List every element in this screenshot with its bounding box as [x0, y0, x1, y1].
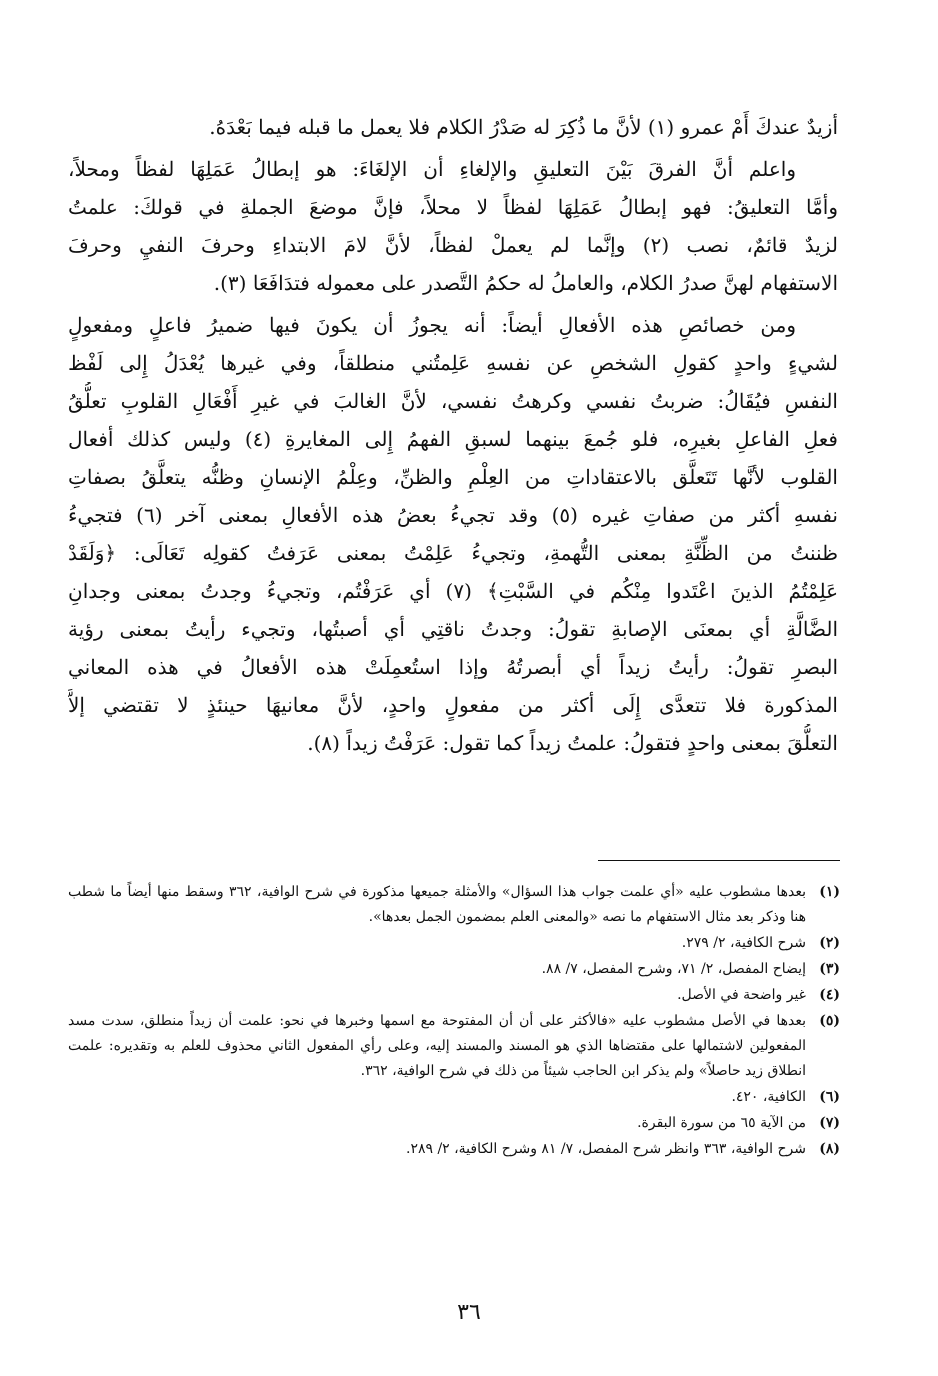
footnote-number: (٥) — [819, 1013, 840, 1029]
footnote — [68, 880, 840, 930]
footnote — [68, 957, 840, 982]
main-text — [68, 108, 838, 762]
text-line: وأمَّا التعليقُ: فهو إبطالُ عَمَلِهَا لفظاً لا محلاً، فإنَّ موضعَ الجملةِ في قولكَ: علمتُ — [68, 195, 838, 219]
text-line: التعلُّقَ بمعنى واحدٍ فتقولُ: علمتُ زيداً كما تقول: عَرَفْتُ زيداً (٨). — [307, 731, 838, 755]
footnote-number: (٣) — [819, 961, 840, 977]
footnote-number: (٢) — [819, 935, 840, 951]
text-line: المذكورة فلا تتعدَّى إِلَى أكثر من مفعولٍ واحدٍ، لأنَّ معانيهَا حينئذٍ لا تقتضي إلاَّ — [68, 693, 838, 717]
text-line: ظننتُ من الظِّنَّةِ بمعنى التُّهمةِ، وتجيءُ عَلِمْتُ بمعنى عَرَفتُ كقولِه تَعَالَى: ﴿وَلَقَدْ — [68, 541, 838, 565]
footnote-number: (٤) — [819, 987, 840, 1003]
footnote — [68, 983, 840, 1008]
footnote-text: شرح الوافية، ٣٦٣ وانظر شرح المفصل، ٧/ ٨١ وشرح الكافية، ٢/ ٢٨٩. — [405, 1141, 806, 1157]
footnotes — [68, 880, 840, 1163]
footnote — [68, 931, 840, 956]
footnote-text: من الآية ٦٥ من سورة البقرة. — [637, 1115, 806, 1131]
text-line: لشيءٍ واحدٍ كقولِ الشخصِ عن نفسهِ عَلِمتُني منطلقاً، وفي غيرها يُعْدَلُ إِلى لَفْظ — [68, 351, 838, 375]
footnote-number: (٧) — [819, 1115, 840, 1131]
text-line: الضَّالَّةِ أي بمعنَى الإصابةِ تقولُ: وجدتُ ناقتِي أي أصبتُها، وتجيء رأيتُ بمعنى رؤية — [68, 617, 838, 641]
footnote-number: (٨) — [819, 1141, 840, 1157]
page-number: ٣٦ — [457, 1300, 481, 1325]
footnote-number: (١) — [819, 884, 840, 900]
footnote-text: بعدها في الأصل مشطوب عليه «فالأكثر على أن أن المفتوحة مع اسمها وخبرها في نحو: علمت أن زيداً منطلق، سدت مسد المفعولين لاشتمالها على مقتضاها الذي هو المسند والمسند إليه، وعلى رأي المفعول الثاني محذوف للعلم به وتقديره: علمت انطلاق زيد حاصلاً» ولم يذكر ابن الحاجب شيئاً من ذلك في شرح الوافية، ٣٦٢. — [68, 1013, 806, 1079]
footnote-text: غير واضحة في الأصل. — [677, 987, 806, 1003]
text-line: لزيدٌ قائمٌ، نصب (٢) وإنَّما لم يعملْ لفظاً، لأنَّ لامَ الابتداءِ وحرفَ النفيِ وحرفَ — [68, 233, 838, 257]
footnote-text: شرح الكافية، ٢/ ٢٧٩. — [681, 935, 806, 951]
footnote-text: إيضاح المفصل، ٢/ ٧١، وشرح المفصل، ٧/ ٨٨. — [541, 961, 806, 977]
footnote-divider — [598, 860, 840, 861]
text-line: عَلِمْتُمُ الذينَ اعْتَدوا مِنْكُم في السَّبْتِ﴾ (٧) أي عَرَفْتُم، وتجيءُ وجدتُ بمعنى وجدانِ — [68, 579, 838, 603]
text-line: البصرِ تقولُ: رأيتُ زيداً أي أبصرتُهُ وإذا استُعمِلَتْ هذه الأفعالُ في هذه المعاني — [68, 655, 838, 679]
footnote-number: (٦) — [819, 1089, 840, 1105]
text-line: الاستفهام لهنَّ صدرُ الكلام، والعاملُ له حكمُ التَّصدر على معموله فتدَافَعَا (٣). — [213, 271, 838, 295]
footnote — [68, 1009, 840, 1084]
text-line: ومن خصائصِ هذه الأفعالِ أيضاً: أنه يجوزُ أن يكونَ فيها ضميرُ فاعلٍ ومفعولٍ — [68, 313, 796, 337]
text-line: القلوب لأنَّها تَتَعلَّق بالاعتقاداتِ من العِلْمِ والظنِّ، وعِلْمُ الإنسانِ وظنُّه يتعلَّقُ بصفاتِ — [68, 465, 838, 489]
text-line: النفسِ فيُقَالُ: ضربتُ نفسي وكرهتُ نفسي، لأنَّ الغالبَ في غيرِ أَفْعَالِ القلوبِ تعلُّقُ — [68, 389, 838, 413]
footnote — [68, 1137, 840, 1162]
footnote-text: بعدها مشطوب عليه «أي علمت جواب هذا السؤال» والأمثلة جميعها مذكورة في شرح الوافية، ٣٦٢ وسقط منها أيضاً ما شطب هنا وذكر بعد مثال الاستفهام ما نصه «والمعنى العلم بمضمون الجمل بعدها». — [68, 884, 806, 925]
footnote — [68, 1085, 840, 1110]
footnote-text: الكافية، ٤٢٠. — [731, 1089, 806, 1105]
text-line: فعلِ الفاعلِ بغيرِه، فلو جُمعَ بينهما لسبقِ الفهمُ إِلى المغايرةِ (٤) وليس كذلك أفعال — [68, 427, 838, 451]
text-line: أزيدٌ عندكَ أَمْ عمرو (١) لأنَّ ما ذُكِرَ له صَدْرُ الكلام فلا يعمل ما قبله فيما بَعْدَهُ. — [209, 115, 838, 139]
text-line: نفسهِ أكثر من صفاتِ غيره (٥) وقد تجيءُ بعضُ هذه الأفعالِ بمعنى آخر (٦) فتجيءُ — [68, 503, 838, 527]
footnote — [68, 1111, 840, 1136]
text-line: واعلم أنَّ الفرقَ بَيْنَ التعليقِ والإلغاءِ أن الإلغَاءَ: هو إبطالُ عَمَلِهَا لفظاً ومحلاً، — [68, 157, 796, 181]
